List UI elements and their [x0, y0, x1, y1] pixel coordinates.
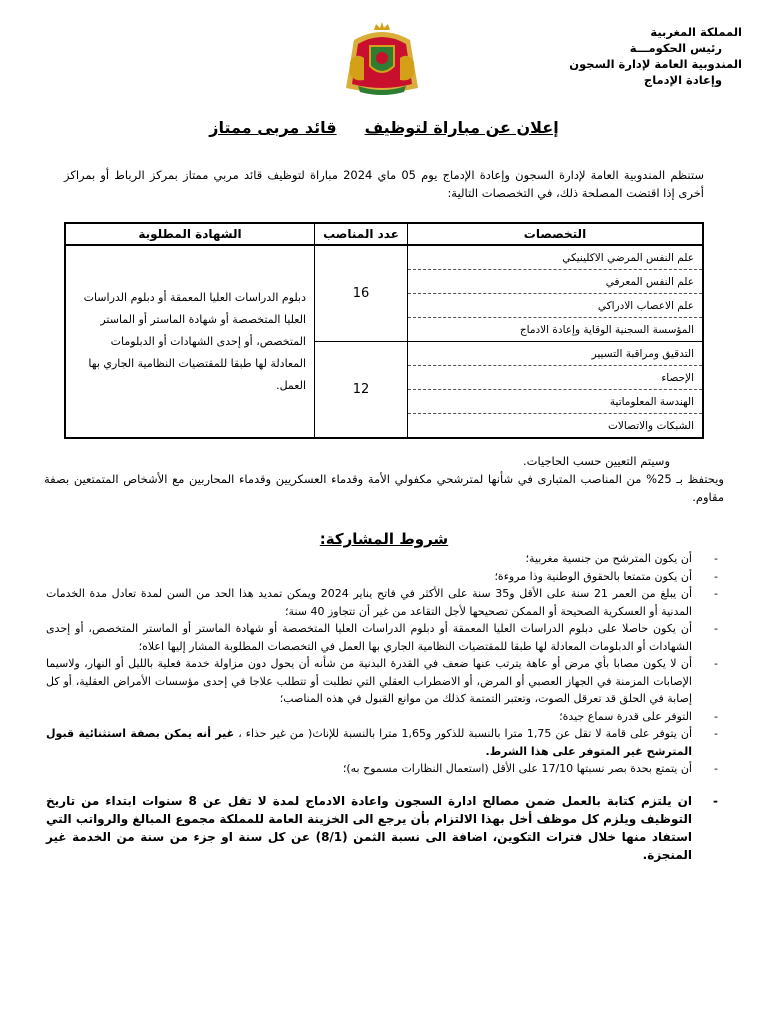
condition-item	[46, 620, 718, 655]
condition-exception-bold: غير أنه يمكن بصفة استثنائية قبول المترشح غير المتوفر على هذا الشرط.	[46, 727, 692, 758]
condition-text: أن يكون متمتعا بالحقوق الوطنية وذا مروءة؛	[494, 569, 692, 583]
condition-text: أن يبلغ من العمر 21 سنة على الأقل و35 سنة على الأكثر في فاتح يناير 2024 ويمكن تمديد هذا الحد من السن لمدة تعادل مدة الخدمات المدنية أو العسكرية الصحيحة أو الممكن تصحيحها لأجل التقاعد من غير أن تتجاوز 40 سنة؛	[46, 587, 693, 618]
condition-text: أن يتمتع بحدة بصر نسبتها 17/10 على الأقل (استعمال النظارات مسموح به)؛	[342, 762, 692, 775]
condition-text: أن لا يكون مصابا بأي مرض أو عاهة يترتب عنها ضعف في القدرة البدنية من شأنه أن يحول دون مزاولة خدمة فعلية بالليل أو النهار، ولاسيما الإصابات المزمنة في الجهاز العصبي أو المرض، أو الاضطراب العقلي التي تطلبت أو تتطلب علاجا في إحدى مؤسسات الأمراض العقلية، أو كل إصابة في الحلق قد تعرقل الصوت، وتعتبر التمتمة كذلك من موانع القبول في هذه المناصب؛	[46, 657, 692, 705]
conditions-list	[46, 550, 718, 864]
condition-text: ان يلتزم كتابة بالعمل ضمن مصالح ادارة السجون واعادة الادماج لمدة لا تقل عن 8 سنوات ابتداء من تاريخ التوظيف ويلزم كل موظف أخل بهذا الالتزام بأن يرجع الى الخزينة العامة للمملكة مجموع المبالغ والرواتب التي استفاد منها خلال فترات التكوين، اضافة الى نسبة الثمن (8/1) عن كل سنة او جزء من سنة من الخدمة غير المنجزة.	[46, 793, 692, 862]
list-dash: -	[714, 569, 718, 583]
specialty-cognitive-neuroscience: علم الاعصاب الادراكي	[408, 294, 704, 318]
list-dash: -	[713, 793, 718, 808]
condition-item	[46, 585, 718, 620]
note-reserved-quota: ويحتفظ بـ 25% من المناصب المتبارى في شأنها لمترشحي مكفولي الأمة وقدماء العسكريين وقدماء المحاربين مع الأشخاص المتمتعين بصفة مقاوم.	[44, 472, 724, 504]
list-dash: -	[714, 709, 718, 723]
intro-paragraph: ستنظم المندوبية العامة لإدارة السجون وإعادة الإدماج يوم 05 ماي 2024 مباراة لتوظيف قائد مربي ممتاز بمركز الرباط أو بمراكز أخرى إذا اقتضت المصلحة ذلك، في التخصصات التالية:	[64, 168, 704, 200]
header-line-kingdom: المملكة المغربية	[650, 25, 742, 39]
conditions-title: شروط المشاركة:	[319, 530, 449, 548]
institution-header	[542, 24, 742, 88]
header-specialties: التخصصات	[408, 223, 704, 245]
header-positions: عدد المناصب	[315, 223, 408, 245]
positions-count-group2: 12	[315, 342, 408, 439]
specialty-prison-institution: المؤسسة السجنية الوقاية وإعادة الادماج	[408, 318, 704, 342]
specialty-statistics: الإحصاء	[408, 366, 704, 390]
condition-item-commitment	[46, 792, 718, 864]
header-line-reintegration: وإعادة الإدماج	[643, 73, 722, 87]
condition-item	[46, 550, 718, 568]
positions-count-group1: 16	[315, 245, 408, 342]
condition-text: أن يكون حاصلا على دبلوم الدراسات العليا المعمقة أو دبلوم الدراسات العليا المتخصصة أو شهادة الماستر أو الماستر المتخصص، أو إحدى الشهادات أو الدبلومات المعادلة لها طبقا للمقتضيات النظامية الجاري بها العمل في التخصصات المطلوبة المشار إليها اعلاه؛	[46, 622, 692, 653]
list-dash: -	[714, 622, 718, 635]
required-degree: دبلوم الدراسات العليا المعمقة أو دبلوم الدراسات العليا المتخصصة أو شهادة الماستر أو الماستر المتخصص، أو إحدى الشهادات أو الدبلومات المعادلة لها طبقا للمقتضيات النظامية الجاري بها العمل.	[65, 245, 315, 438]
condition-text: أن يتوفر على قامة لا تقل عن 1,75 مترا بالنسبة للذكور و1,65 مترا بالنسبة للإناث( من غير حذاء ،	[238, 727, 693, 740]
condition-item	[46, 655, 718, 708]
specialties-table	[64, 222, 704, 439]
specialty-audit-management: التدقيق ومراقبة التسيير	[408, 342, 704, 366]
condition-item	[46, 708, 718, 726]
list-dash: -	[714, 657, 718, 670]
condition-item	[46, 568, 718, 586]
title-part-recruitment: إعلان عن مباراة لتوظيف	[364, 118, 559, 137]
header-line-government: رئيس الحكومـــة	[629, 41, 722, 55]
condition-item	[46, 725, 718, 760]
header-degree: الشهادة المطلوبة	[65, 223, 315, 245]
header-line-delegation: المندوبية العامة لإدارة السجون	[569, 57, 742, 71]
specialty-clinical-psychology: علم النفس المرضي الاكلينيكي	[408, 245, 704, 270]
condition-item	[46, 760, 718, 778]
notes-block	[44, 452, 724, 506]
list-dash: -	[714, 587, 718, 600]
title-part-position: قائد مربى ممتاز	[209, 118, 337, 137]
list-dash: -	[714, 552, 718, 565]
coat-of-arms-emblem	[340, 22, 424, 96]
note-assignment: وسيتم التعيين حسب الحاجيات.	[522, 454, 670, 468]
specialty-networks-telecom: الشبكات والاتصالات	[408, 414, 704, 439]
list-dash: -	[714, 762, 718, 775]
announcement-title	[0, 118, 768, 137]
condition-text: أن يكون المترشح من جنسية مغربية؛	[525, 552, 692, 565]
specialty-cognitive-psychology: علم النفس المعرفي	[408, 270, 704, 294]
condition-text: التوفر على قدرة سماع جيدة؛	[559, 709, 692, 723]
list-dash: -	[714, 727, 718, 740]
specialty-software-engineering: الهندسة المعلوماتية	[408, 390, 704, 414]
